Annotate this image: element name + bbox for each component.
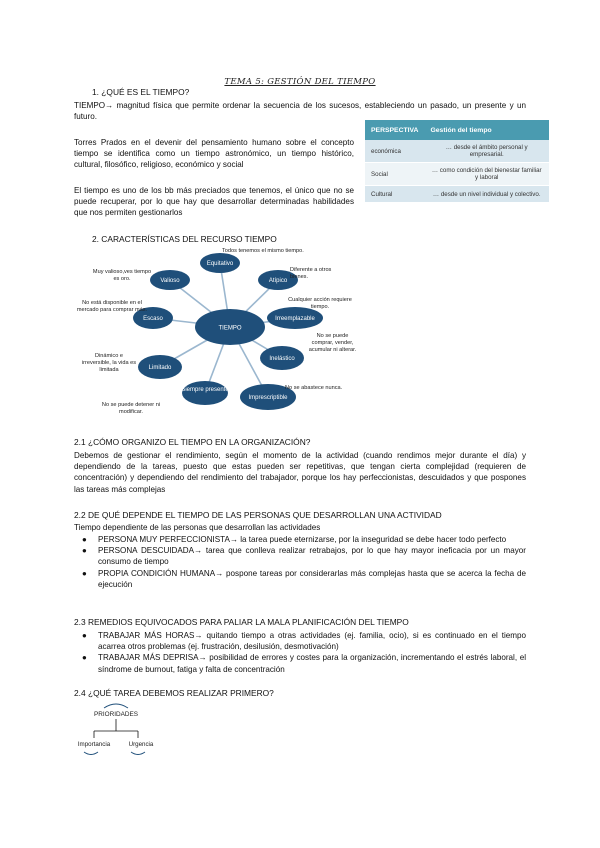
priorities-urgencia: Urgencia	[128, 741, 154, 748]
table-cell: … desde un nivel individual y colectivo.	[424, 186, 549, 203]
section-2-1-heading: 2.1 ¿CÓMO ORGANIZO EL TIEMPO EN LA ORGANIZACIÓN?	[74, 437, 311, 447]
section-2-heading: 2. CARACTERÍSTICAS DEL RECURSO TIEMPO	[92, 234, 277, 244]
table-cell: Social	[365, 163, 424, 186]
table-cell: … como condición del bienestar familiar y laboral	[424, 163, 549, 186]
tiempo-definition: TIEMPO→ magnitud física que permite ordenar la secuencia de los sucesos, estableciendo un pasado, un presente y un futuro.	[74, 101, 526, 122]
note-escaso: No está disponible en el mercado para comprar más.	[76, 300, 148, 313]
list-item: ● PROPIA CONDICIÓN HUMANA→ pospone tareas por considerarlas más complejas hasta que se acerca la fecha de ejecución	[82, 568, 526, 589]
note-valioso: Muy valioso,ves tiempo es oro.	[92, 269, 152, 282]
note-atipico: Diferente a otros bienes.	[290, 267, 332, 280]
svg-text:Imprescriptible: Imprescriptible	[248, 395, 288, 401]
center-node-label: TIEMPO	[218, 325, 242, 332]
table-cell: Cultural	[365, 186, 424, 203]
note-irreemplazable: Cualquier acción requiere tiempo.	[288, 297, 352, 310]
svg-text:Irreemplazable: Irreemplazable	[275, 316, 315, 322]
section-2-3-heading: 2.3 REMEDIOS EQUIVOCADOS PARA PALIAR LA MALA PLANIFICACIÓN DEL TIEMPO	[74, 617, 409, 627]
section-2-2-heading: 2.2 DE QUÉ DEPENDE EL TIEMPO DE LAS PERSONAS QUE DESARROLLAN UNA ACTIVIDAD	[74, 510, 442, 520]
list-item: ● PERSONA MUY PERFECCIONISTA→ la tarea puede eternizarse, por la inseguridad se debe hacer todo perfecto	[82, 535, 507, 544]
svg-text:Limitado: Limitado	[148, 365, 172, 371]
note-inelastico: No se puede comprar, vender, acumular ni alterar.	[308, 333, 357, 353]
note-siempre-presente: No se puede detener ni modificar.	[101, 402, 161, 415]
node-limitado	[138, 355, 182, 379]
note-imprescriptible: No se abastece nunca.	[285, 385, 343, 391]
priorities-root: PRIORIDADES	[93, 711, 139, 718]
table-cell: económica	[365, 140, 424, 163]
node-inelastico	[260, 346, 304, 370]
list-item: ● TRABAJAR MÁS DEPRISA→ posibilidad de errores y costes para la organización, incrementando el estrés laboral, el síndrome de burnout, fatiga y falta de concentración	[82, 653, 526, 674]
section-2-2-intro: Tiempo dependiente de las personas que desarrollan las actividades	[74, 523, 321, 532]
section-2-1-body: Debemos de gestionar el rendimiento, según el momento de la actividad (cuando rendimos mejor durante el día) y dependiendo de la tareas, puesto que estas pueden ser repetitivas, que tengan cierta complejidad (requieren de concentración) y dependiendo del rendimiento del trabajador, porque los hay perfeccionistas, descuidados y que pospones las tareas más complejas	[74, 451, 526, 494]
node-siempre-presente	[181, 381, 229, 405]
priorities-importancia: Importancia	[77, 741, 111, 748]
svg-text:Inelástico: Inelástico	[269, 356, 295, 362]
section-2-3-list	[74, 630, 526, 675]
table-header: PERSPECTIVA	[365, 120, 424, 140]
bien-preciado-paragraph: El tiempo es uno de los bb más preciados que tenemos, el único que no se puede recuperar, por lo que hay que desarrollar determinadas habilidades que nos permiten gestionarlos	[74, 186, 354, 218]
center-node	[195, 309, 265, 345]
table-header: Gestión del tiempo	[424, 120, 549, 140]
node-valioso	[150, 270, 190, 290]
svg-text:Equitativo: Equitativo	[206, 261, 234, 267]
section-2-4-heading: 2.4 ¿QUÉ TAREA DEBEMOS REALIZAR PRIMERO?	[74, 688, 274, 698]
priorities-diagram	[74, 700, 174, 762]
note-equitativo: Todos tenemos el mismo tiempo.	[222, 248, 304, 254]
node-equitativo	[200, 253, 240, 273]
table-cell: … desde el ámbito personal y empresarial.	[424, 140, 549, 163]
svg-text:Siempre presente: Siempre presente	[181, 387, 229, 393]
page-title: TEMA 5: GESTIÓN DEL TIEMPO	[224, 77, 376, 87]
section-1-heading: 1. ¿QUÉ ES EL TIEMPO?	[92, 87, 190, 97]
svg-text:Atípico: Atípico	[268, 278, 288, 284]
list-item: ● TRABAJAR MÁS HORAS→ quitando tiempo a otras actividades (ej. familia, ocio), si es continuado en el tiempo acarrea otros problemas (ej. frustración, desilusión, desmotivación)	[82, 631, 526, 652]
section-2-2-list	[74, 534, 526, 590]
list-item: ● PERSONA DESCUIDADA→ tarea que conlleva realizar retrabajos, por lo que hay mayor ineficacia por un mayor consumo de tiempo	[82, 546, 526, 567]
svg-text:Escaso: Escaso	[143, 316, 163, 322]
note-limitado: Dinámico e irreversible, la vida es limitada	[81, 353, 137, 373]
torres-prados-paragraph: Torres Prados en el devenir del pensamiento humano sobre el concepto tiempo se identifica como un tiempo astronómico, un tiempo histórico, cultural, filosófico, religioso, económico y social	[74, 138, 354, 170]
svg-text:Valioso: Valioso	[160, 278, 180, 284]
perspective-table	[365, 120, 549, 203]
